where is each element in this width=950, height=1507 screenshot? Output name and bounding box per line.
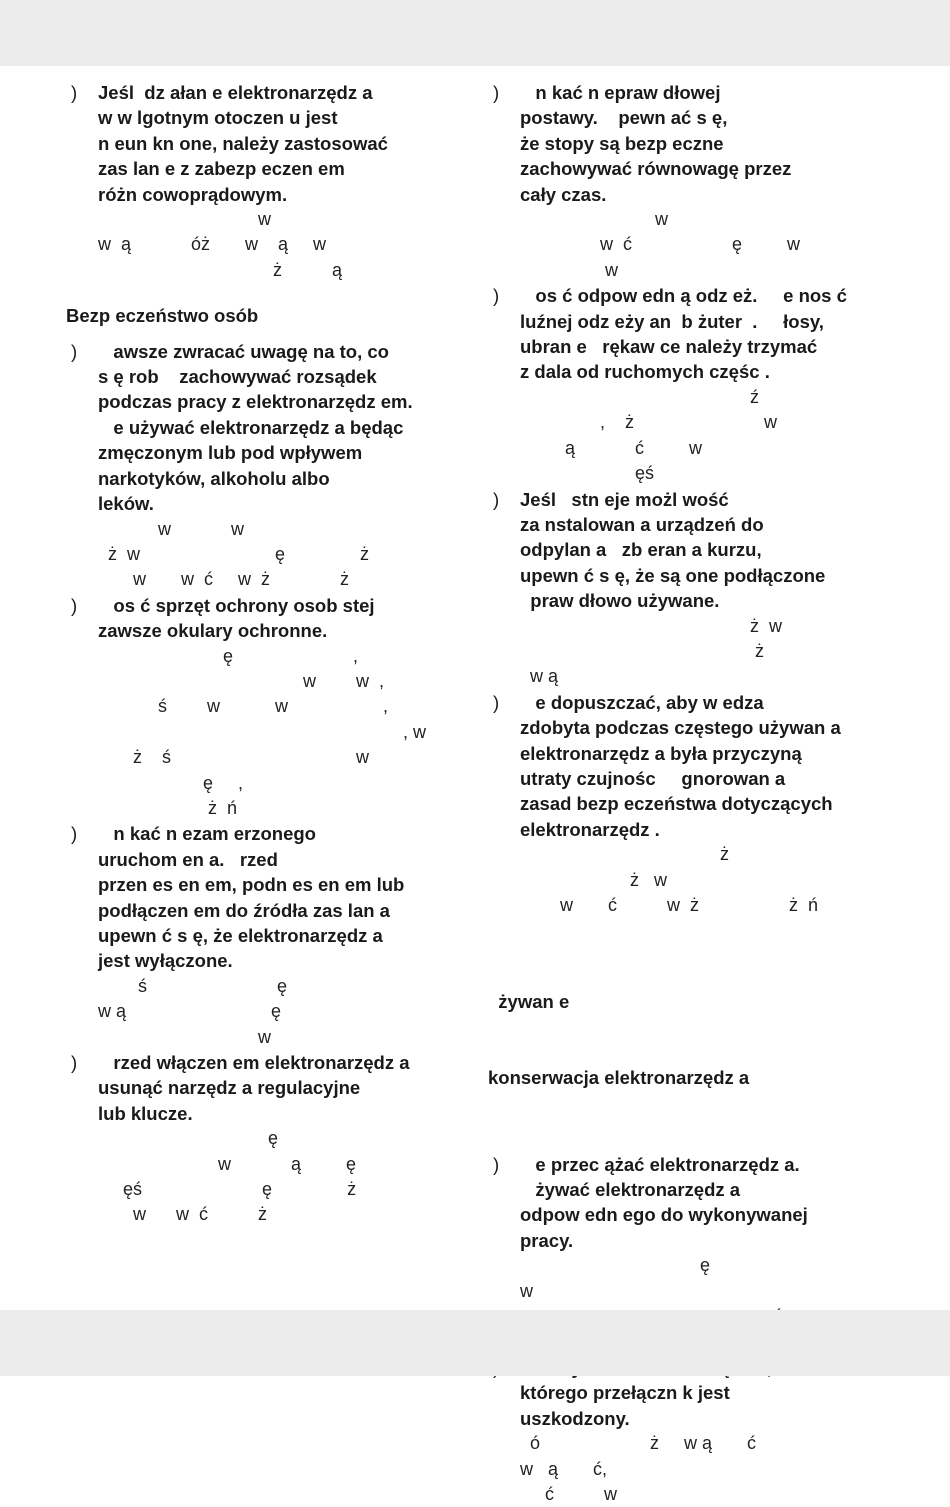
item-bold-text: n kać n epraw dłowej postawy. pewn ać s ę, że stopy są bezp eczne zachowywać równowagę przez cały czas.: [520, 82, 792, 205]
item-marker: ): [493, 82, 500, 103]
item-faint-line: ż ś w: [98, 747, 370, 768]
item-faint-line: w ć ę w: [520, 234, 801, 255]
item-marker: ): [493, 488, 500, 510]
item-marker: ): [493, 285, 500, 307]
item-faint-line: ż w: [520, 869, 668, 890]
item-bold-text: n kać n ezam erzonego uruchom en a. rzed przen es en em, podn es en em lub podłączen em do źródła zas lan a upewn ć s ę, że elektronarzędz a jest wyłączone.: [98, 823, 405, 972]
item-bold-text: Jeśl stn eje możl wość za nstalowan a urządzeń do odpylan a zb eran a kurzu, upewn ć s ę, że są one podłączone praw dłowo używane.: [520, 488, 826, 612]
item-faint-line: ś w w ,: [98, 696, 389, 717]
item-faint-line: ż: [520, 640, 765, 661]
item-faint-line: w w ć w ż ż: [98, 569, 350, 590]
item-faint-line: ę ,: [98, 645, 359, 666]
item-marker: ): [71, 823, 78, 845]
item-faint-line: ż w: [520, 615, 783, 636]
item-marker: ): [71, 82, 78, 103]
section-heading-personal-safety: Bezp eczeństwo osób: [66, 305, 259, 327]
item-marker: ): [493, 1153, 500, 1175]
safety-item-attention: [66, 339, 466, 593]
item-faint-line: w: [98, 209, 272, 230]
item-faint-line: w ą óż w ą w: [98, 234, 327, 255]
safety-item-dust-extraction: [488, 487, 898, 690]
top-margin-band: [0, 0, 950, 66]
safety-item-rcd: [66, 80, 466, 283]
item-faint-line: w ą ę: [98, 1001, 282, 1022]
item-marker: ): [71, 1052, 78, 1074]
item-faint-line: ą ć w: [520, 437, 703, 458]
right-column: [488, 80, 898, 1507]
item-faint-line: ę: [520, 1255, 711, 1276]
item-faint-line: w: [98, 1026, 272, 1047]
item-bold-text: os ć odpow edn ą odz eż. e nos ć luźnej odz eży an b żuter . łosy, ubran e rękaw ce należy trzymać z dala od ruchomych częśc .: [520, 285, 847, 383]
safety-item-damaged-switch: [488, 1355, 898, 1507]
item-faint-line: w w ć ż: [98, 1204, 268, 1225]
item-bold-text: awsze zwracać uwagę na to, co s ę rob zachowywać rozsądek podczas pracy z elektronarzędz em. e używać elektronarzędz a będąc zmęczonym lub pod wpływem narkotyków, alkoholu albo leków.: [98, 340, 413, 515]
item-faint-line: w: [520, 259, 619, 280]
item-faint-line: w ą: [520, 666, 559, 687]
item-bold-text: rzed włączen em elektronarzędz a usunąć narzędz a regulacyjne lub klucze.: [98, 1052, 410, 1124]
item-faint-line: ż ą: [98, 259, 343, 280]
item-faint-line: ć w: [520, 1483, 618, 1504]
item-faint-line: w ą ć,: [520, 1458, 608, 1479]
section-heading-use-and-care: [488, 938, 898, 1141]
item-faint-line: ó ż w ą ć: [520, 1433, 757, 1454]
bottom-margin-band: [0, 1310, 950, 1376]
item-faint-line: ś ę: [98, 975, 288, 996]
item-faint-line: w w: [98, 518, 245, 539]
item-marker: ): [71, 340, 78, 362]
item-marker: ): [71, 594, 78, 616]
heading-line: żywan e: [488, 991, 570, 1013]
item-faint-line: , w: [98, 721, 427, 742]
item-marker: ): [493, 691, 500, 713]
item-faint-line: ęś ę ż: [98, 1179, 357, 1200]
item-faint-line: w ć w ż ż ń: [520, 895, 819, 915]
item-bold-text: e dopuszczać, aby w edza zdobyta podczas częstego używan a elektronarzędz a była przyczyną utraty czujnośc gnorowan a zasad bezp eczeństwa dotyczących elektronarzędz .: [520, 691, 841, 840]
item-faint-line: w ą ę: [98, 1153, 357, 1174]
item-faint-line: ź: [520, 386, 760, 407]
item-faint-line: w w ,: [98, 670, 385, 691]
item-faint-line: ę ,: [98, 772, 244, 793]
item-faint-line: , ż w: [520, 412, 778, 433]
item-faint-line: ę: [98, 1128, 279, 1149]
item-bold-text: Jeśl dz ałan e elektronarzędz a w w lgotnym otoczen u jest n eun kn one, należy zastosować zas lan e z zabezp eczen em różn cowoprądowym.: [98, 82, 388, 205]
item-faint-line: ż w ę ż: [98, 543, 370, 564]
safety-item-remove-keys: [66, 1050, 466, 1228]
item-bold-text: os ć sprzęt ochrony osob stej zawsze okulary ochronne.: [98, 594, 375, 642]
item-faint-line: ż: [520, 844, 730, 865]
safety-item-complacency: [488, 690, 898, 919]
item-faint-line: ż ń: [98, 797, 238, 818]
heading-line: konserwacja elektronarzędz a: [488, 1067, 750, 1089]
item-bold-text: którego przełączn k jest uszkodzony.: [520, 1382, 730, 1429]
item-faint-line: w: [520, 209, 669, 230]
left-column: [66, 80, 466, 1228]
safety-item-unintended-start: [66, 821, 466, 1050]
safety-item-protective-gear: [66, 593, 466, 822]
safety-item-clothing: [488, 283, 898, 486]
item-faint-line: w: [520, 1280, 533, 1301]
item-bold-text: e przec ążać elektronarzędz a. żywać elektronarzędz a odpow edn ego do wykonywanej pracy.: [520, 1153, 808, 1251]
safety-item-posture: [488, 80, 898, 283]
item-faint-line: ęś: [520, 463, 655, 484]
